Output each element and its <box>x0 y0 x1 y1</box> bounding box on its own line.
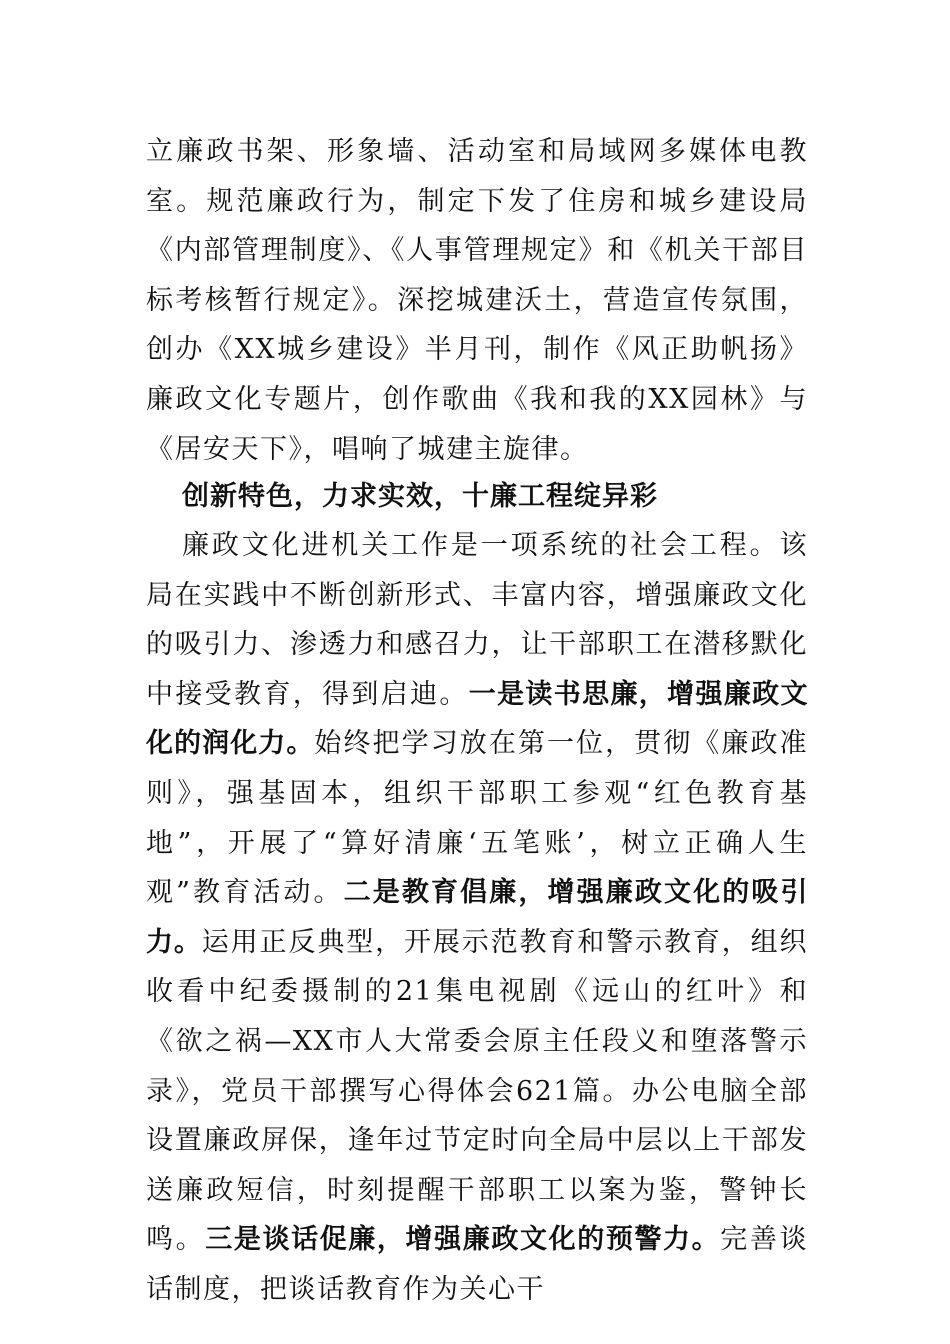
paragraph-intro: 廉政文化进机关工作是一项系统的社会工程。该局在实践中不断创新形式、丰富内容，增强廉政文化的吸引力、渗透力和感召力，让干部职工在潜移默化中接受教育，得到启迪。 <box>146 530 808 710</box>
point-3-title: 三是谈话促廉，增强廉政文化的预警力。 <box>205 1224 721 1256</box>
point-2-title: 二是教育倡廉，增强廉政文化的吸引力。 <box>146 877 809 958</box>
point-1-title: 一是读书思廉，增强廉政文化的润化力。 <box>146 678 808 760</box>
paragraph-body <box>146 521 808 1315</box>
point-3-text: 完善谈话制度，把谈话教育作为关心干 <box>146 1224 809 1305</box>
point-2-text: 运用正反典型，开展示范教育和警示教育，组织收看中纪委摄制的21集电视剧《远山的红叶》和《欲之祸—XX市人大常委会原主任段义和堕落警示录》，党员干部撰写心得体会621篇。办公电脑全部设置廉政屏保，逢年过节定时向全局中层以上干部发送廉政短信，时刻提醒干部职工以案为鉴，警钟长鸣。 <box>146 926 809 1256</box>
section-heading: 创新特色，力求实效，十廉工程绽异彩 <box>182 481 658 512</box>
paragraph-continued: 立廉政书架、形象墙、活动室和局域网多媒体电教室。规范廉政行为，制定下发了住房和城乡建设局《内部管理制度》、《人事管理规定》和《机关干部目标考核暂行规定》。深挖城建沃土，营造宣传氛围，创办《XX城乡建设》半月刊，制作《风正助帆扬》廉政文化专题片，创作歌曲《我和我的XX园林》与《居安天下》，唱响了城建主旋律。 <box>146 136 808 465</box>
point-1-text: 始终把学习放在第一位，贯彻《廉政准则》，强基固本，组织干部职工参观“红色教育基地”，开展了“算好清廉‘五笔账’，树立正确人生观”教育活动。 <box>146 728 809 909</box>
